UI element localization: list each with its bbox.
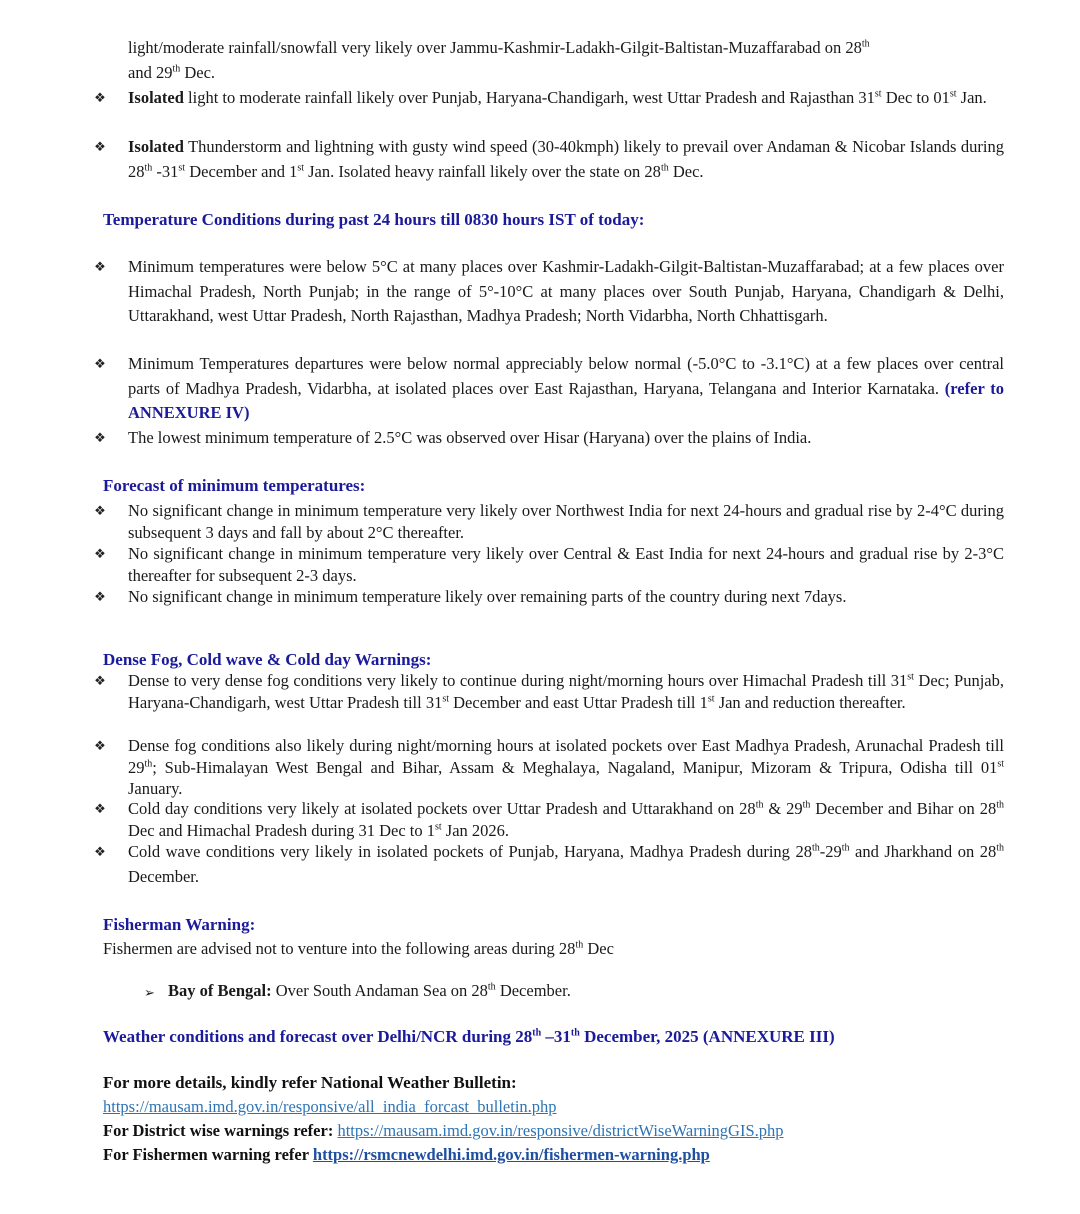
text: December, 2025 (ANNEXURE III): [579, 1027, 835, 1046]
fisherman-advisory: [103, 939, 614, 959]
temperature-conditions-heading: Temperature Conditions during past 24 hours till 0830 hours IST of today:: [103, 210, 645, 229]
sup: st: [707, 693, 715, 704]
bullet-icon: ❖: [94, 801, 106, 816]
bullet-icon: ❖: [94, 546, 106, 561]
text: December and Bihar on 28: [810, 799, 997, 818]
temperature-departure-bullet: [128, 352, 1004, 426]
sup: st: [949, 88, 957, 100]
text: Dec.: [180, 62, 216, 82]
sup: th: [802, 799, 811, 811]
sup: th: [172, 63, 181, 74]
sup: th: [144, 162, 153, 173]
text: Isolated: [128, 88, 184, 107]
sup: th: [570, 1027, 580, 1039]
text: ; Sub-Himalayan West Bengal and Bihar, Assam & Meghalaya, Nagaland, Manipur, Mizoram & Tripura, Odisha till 01: [152, 757, 998, 777]
arrow-bullet-icon: ➢: [144, 985, 155, 1000]
bullet-icon: ❖: [94, 90, 106, 105]
sup: st: [874, 88, 882, 100]
fog-bullet-isolated: [128, 735, 1004, 800]
text: Dense fog conditions also likely during night/morning hours at isolated pockets over East Madhya Pradesh, Arunachal Pradesh till 29: [128, 736, 1004, 777]
district-warnings-label: For District wise warnings refer:: [103, 1121, 338, 1140]
text: Cold day conditions very likely at isolated pockets over Uttar Pradesh and Uttarakhand on 28: [128, 799, 756, 818]
bullet-icon: ❖: [94, 589, 106, 604]
lowest-temperature-bullet: The lowest minimum temperature of 2.5°C was observed over Hisar (Haryana) over the plains of India.: [128, 428, 812, 447]
text: Over South Andaman Sea on 28: [271, 981, 488, 1000]
sup: th: [841, 842, 850, 854]
text: and Jharkhand on 28: [849, 842, 997, 861]
more-details-label: For more details, kindly refer National Weather Bulletin:: [103, 1073, 517, 1092]
bullet-icon: ❖: [94, 844, 106, 859]
text: Minimum Temperatures departures were below normal appreciably below normal (-5.0°C to -3.1°C) at a few places over central parts of Madhya Pradesh, Vidarbha, at isolated places over East Rajasthan, Haryana, Telangana and Interior Karnataka.: [128, 354, 1004, 398]
annexure-iv-reference: (refer to ANNEXURE IV): [128, 378, 1004, 422]
fishermen-warning-link[interactable]: https://rsmcnewdelhi.imd.gov.in/fishermen-warning.php: [312, 1145, 710, 1164]
bullet-icon: ❖: [94, 259, 106, 274]
text: Weather conditions and forecast over Delhi/NCR during 28: [103, 1027, 533, 1046]
text: December and 1: [185, 161, 298, 181]
district-warnings-link[interactable]: https://mausam.imd.gov.in/responsive/districtWiseWarningGIS.php: [337, 1121, 784, 1140]
fog-bullet-dense: [128, 670, 1004, 713]
temperature-bullet: Minimum temperatures were below 5°C at many places over Kashmir-Ladakh-Gilgit-Baltistan-Muzaffarabad; at a few places over Himachal Pradesh, North Punjab; in the range of 5°-10°C at many places over South Punjab, Haryana, Chandigarh & Delhi, Uttarakhand, west Uttar Pradesh, North Rajasthan, Madhya Pradesh; North Vidarbha, North Chhattisgarh.: [128, 257, 1004, 325]
delhi-ncr-heading: [103, 1027, 835, 1047]
bullet-icon: ❖: [94, 356, 106, 371]
fisherman-area-bay-of-bengal: [168, 981, 571, 1001]
fishermen-warning-label: For Fishermen warning refer: [103, 1145, 313, 1164]
text: Isolated: [128, 137, 184, 156]
text: December.: [495, 981, 571, 1000]
national-bulletin-link[interactable]: https://mausam.imd.gov.in/responsive/all_india_forcast_bulletin.php: [103, 1097, 557, 1116]
text: Jan. Isolated heavy rainfall likely over the state on 28: [304, 161, 661, 181]
text: Cold wave conditions very likely in isolated pockets of Punjab, Haryana, Madhya Pradesh during 28: [128, 842, 812, 861]
sup: th: [532, 1027, 542, 1039]
sup: th: [861, 38, 870, 50]
sup: st: [178, 162, 186, 173]
forecast-bullet-northwest: No significant change in minimum temperature very likely over Northwest India for next 24-hours and gradual rise by 2-4°C during subsequent 3 days and fall by about 2°C thereafter.: [128, 501, 1004, 542]
forecast-bullet-remaining: No significant change in minimum temperature likely over remaining parts of the country during next 7days.: [128, 587, 847, 606]
text: Dec; Punjab, Haryana-Chandigarh, west Uttar Pradesh till 31: [128, 671, 1005, 712]
sup: th: [575, 939, 584, 951]
bullet-icon: ❖: [94, 430, 106, 445]
bullet-icon: ❖: [94, 673, 106, 688]
text: Dec: [583, 939, 614, 958]
bullet-icon: ❖: [94, 738, 106, 753]
sup: th: [996, 842, 1005, 854]
sup: th: [755, 799, 764, 811]
text: Dec.: [668, 161, 704, 181]
cold-day-bullet: [128, 798, 1004, 841]
sup: st: [435, 821, 442, 832]
text: Dense to very dense fog conditions very likely to continue during night/morning hours over Himachal Pradesh till 31: [128, 671, 908, 690]
text: light to moderate rainfall likely over Punjab, Haryana-Chandigarh, west Uttar Pradesh and Rajasthan 31: [183, 88, 875, 107]
text: -29: [819, 842, 842, 861]
sup: th: [996, 799, 1004, 811]
sup: th: [487, 981, 496, 993]
sup: st: [297, 162, 304, 173]
thunderstorm-bullet-andaman: [128, 135, 1004, 184]
text: Jan 2026.: [441, 820, 510, 840]
fisherman-warning-heading: Fisherman Warning:: [103, 915, 256, 934]
region-label: Bay of Bengal:: [168, 981, 272, 1000]
text: Fishermen are advised not to venture into the following areas during 28: [103, 939, 576, 958]
text: & 29: [763, 799, 803, 818]
bullet-icon: ❖: [94, 139, 106, 154]
bullet-icon: ❖: [94, 503, 106, 518]
cold-wave-bullet: [128, 840, 1004, 889]
forecast-min-temp-heading: Forecast of minimum temperatures:: [103, 476, 366, 495]
sup: th: [811, 842, 820, 854]
text: Dec and Himachal Pradesh during 31 Dec to 1: [128, 820, 435, 840]
sup: st: [442, 693, 450, 704]
text: Dec to 01: [881, 88, 950, 107]
rainfall-bullet-punjab: [128, 86, 1004, 111]
rainfall-continuation: [128, 36, 1004, 85]
text: December.: [128, 866, 200, 886]
text: Thunderstorm and lightning: [183, 137, 374, 156]
forecast-bullet-central-east: No significant change in minimum temperature very likely over Central & East India for next 24-hours and gradual rise by 2-3°C thereafter for subsequent 2-3 days.: [128, 544, 1004, 585]
text: January.: [128, 779, 183, 798]
text: with gusty wind speed (30-40kmph) likely to prevail over Andaman & Nicobar Islands during 28: [128, 137, 1004, 181]
sup: th: [660, 162, 669, 173]
text: –31: [541, 1027, 571, 1046]
text: December and east Uttar Pradesh till 1: [449, 692, 708, 712]
sup: st: [997, 758, 1004, 769]
text: light/moderate rainfall/snowfall very likely over Jammu-Kashmir-Ladakh-Gilgit-Baltistan-Muzaffarabad on 28: [128, 38, 862, 57]
sup: st: [907, 671, 914, 683]
text: Jan and reduction thereafter.: [714, 692, 906, 712]
district-warnings-line: [103, 1121, 784, 1141]
fog-warnings-heading: Dense Fog, Cold wave & Cold day Warnings:: [103, 650, 432, 669]
fishermen-warning-line: [103, 1145, 710, 1165]
sup: th: [144, 758, 153, 769]
text: and 29: [128, 62, 173, 82]
text: Jan.: [956, 88, 987, 107]
text: -31: [152, 161, 179, 181]
